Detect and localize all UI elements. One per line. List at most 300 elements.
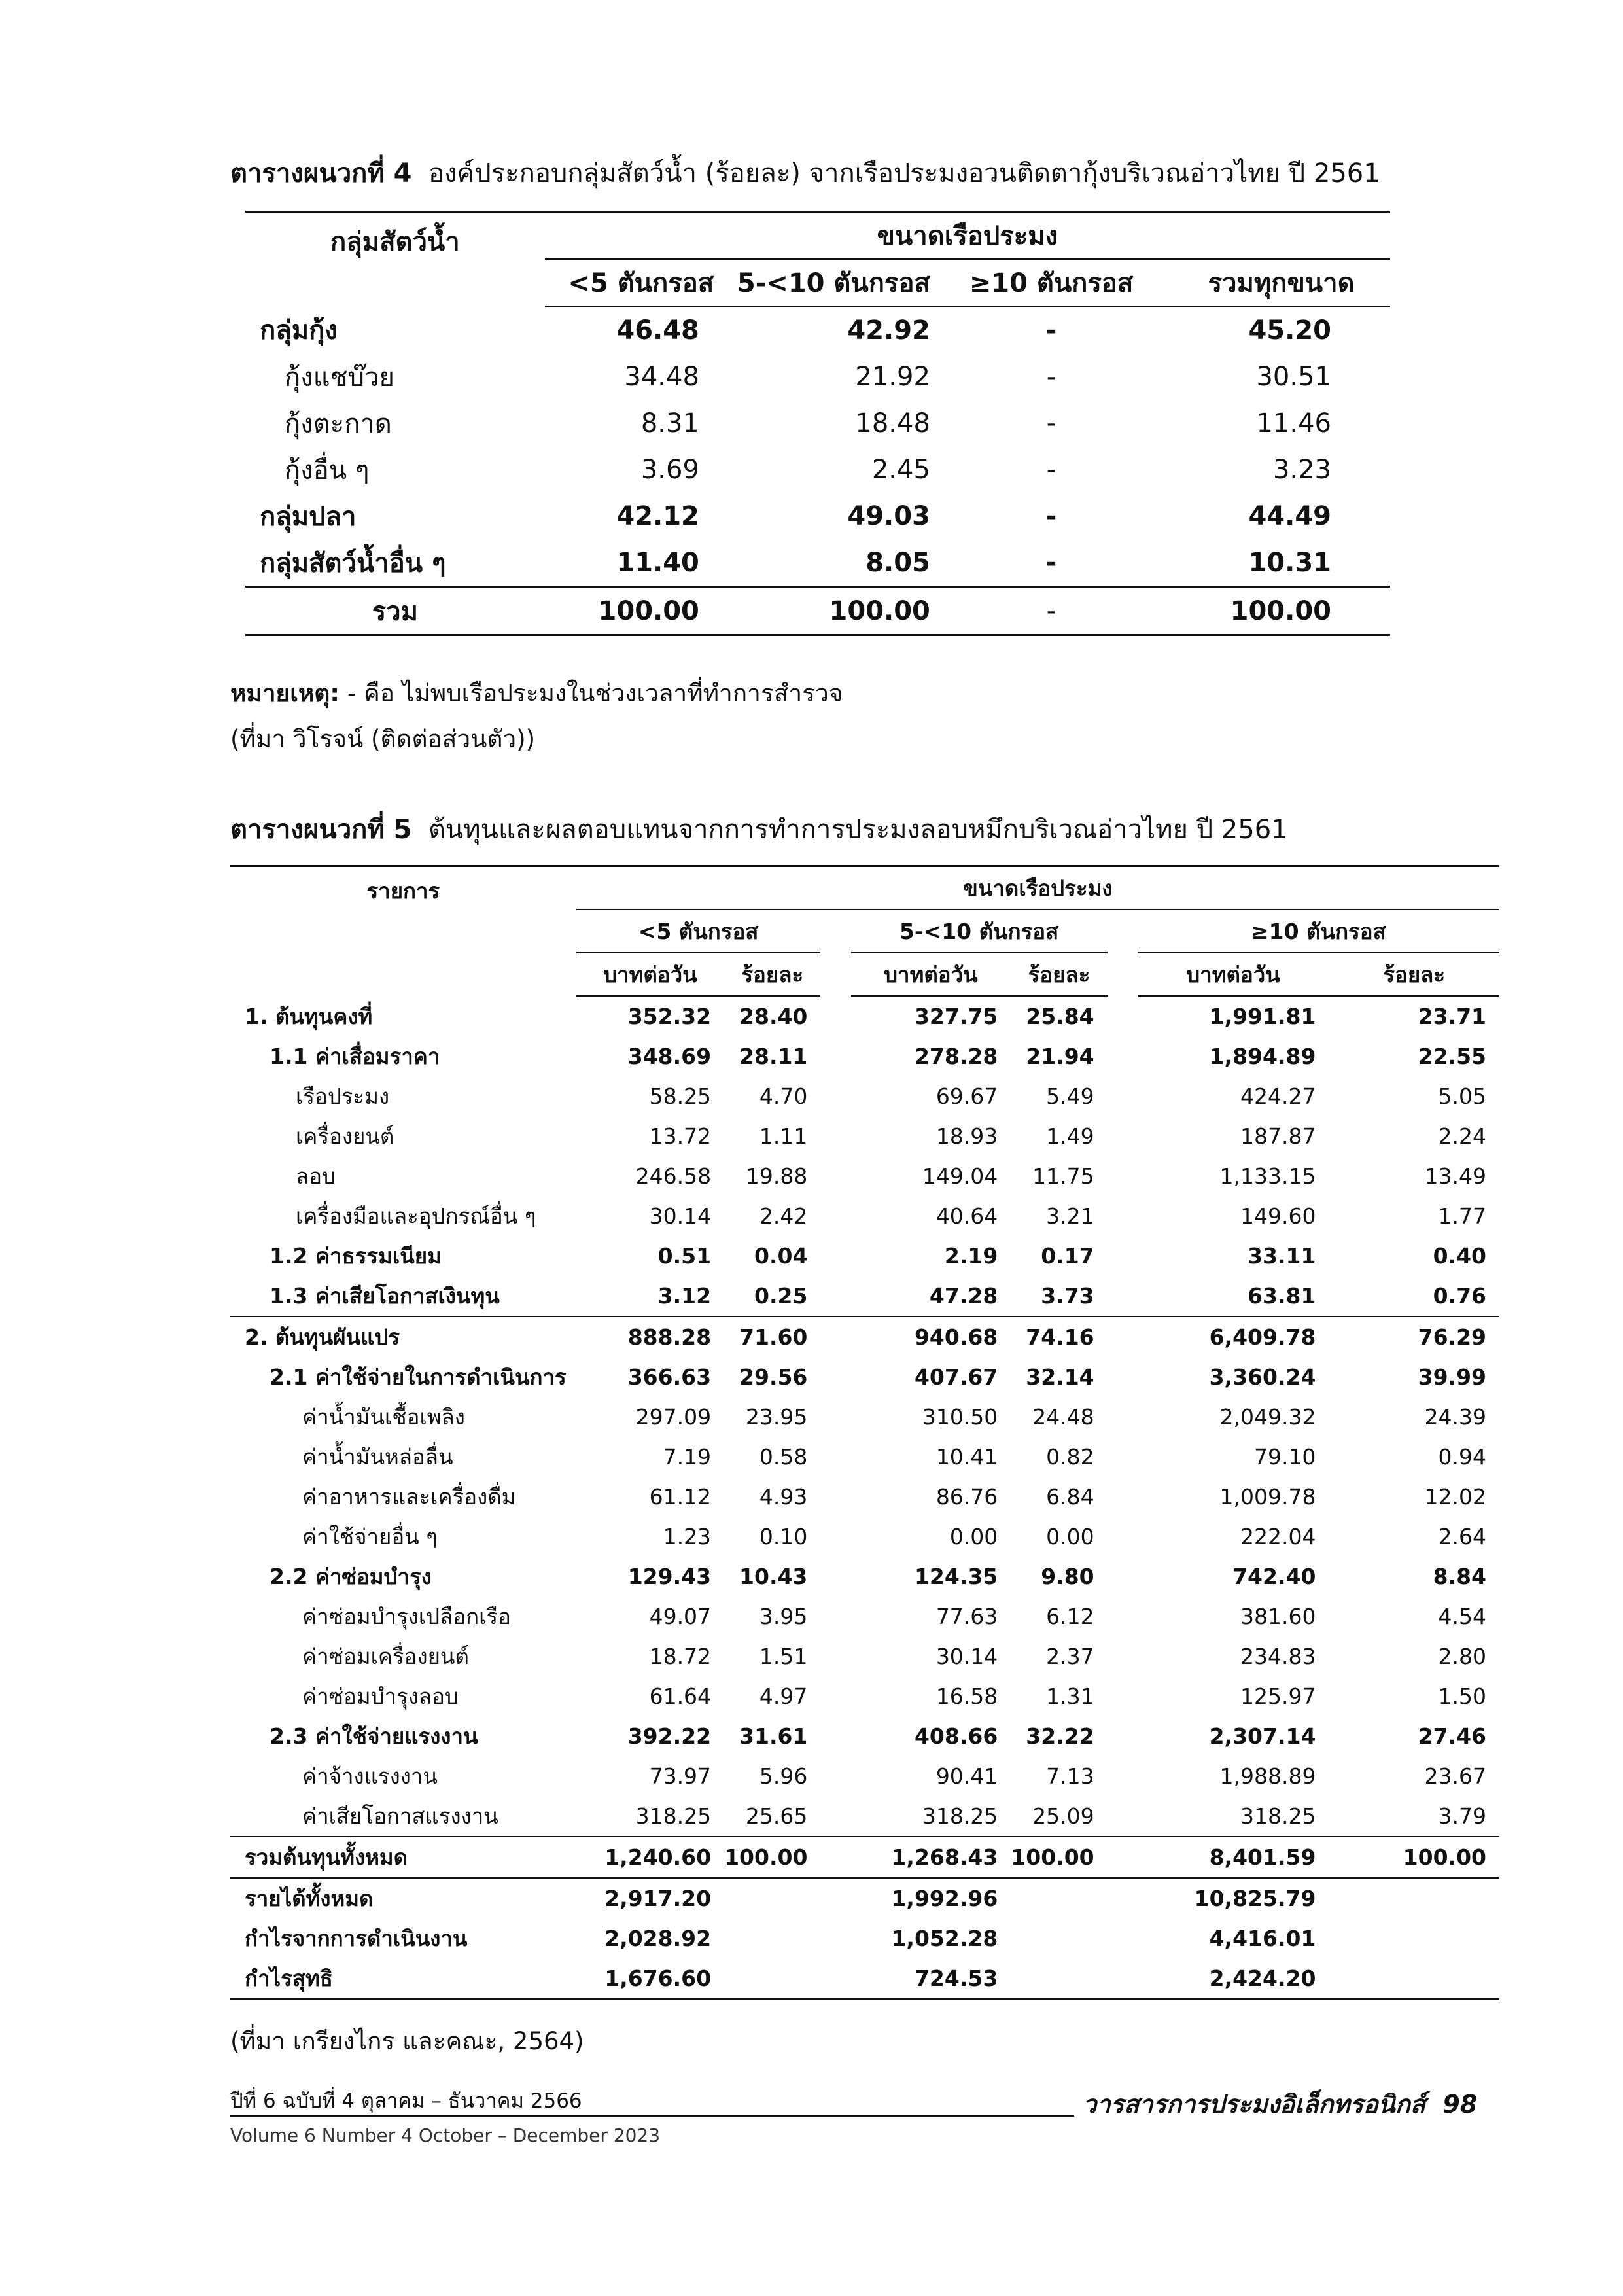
cell: 940.68 xyxy=(851,1316,1011,1357)
table5-group-header: ≥10 ตันกรอส xyxy=(1138,910,1499,953)
cell: 34.48 xyxy=(624,361,699,392)
cell: 49.03 xyxy=(847,501,930,531)
cell: 1,988.89 xyxy=(1219,1763,1316,1789)
row-label: 1.2 ค่าธรรมเนียม xyxy=(270,1243,442,1269)
journal-title: วารสารการประมงอิเล็กทรอนิกส์ xyxy=(1083,2090,1425,2119)
cell: - xyxy=(1046,361,1056,392)
table5-group-header: <5 ตันกรอส xyxy=(576,910,821,953)
cell: 6,409.78 xyxy=(1138,1316,1329,1357)
row-label: กุ้งแชบ๊วย xyxy=(285,362,394,393)
cell: 33.11 xyxy=(1248,1243,1316,1269)
spacer xyxy=(820,1796,850,1837)
spacer xyxy=(1108,1958,1138,2000)
cell: 4.70 xyxy=(759,1084,808,1109)
cell: 1,992.96 xyxy=(851,1878,1011,1918)
spacer xyxy=(820,1196,850,1236)
cell: 74.16 xyxy=(1011,1316,1107,1357)
cell: 16.58 xyxy=(935,1684,998,1709)
cell: 129.43 xyxy=(627,1564,712,1589)
spacer xyxy=(1108,1316,1138,1357)
cell xyxy=(1011,1878,1107,1918)
table-row xyxy=(230,1918,1499,1958)
cell: - xyxy=(930,587,1172,635)
col-header-baht: บาทต่อวัน xyxy=(576,953,724,996)
row-label: 1. ต้นทุนคงที่ xyxy=(245,1003,373,1029)
table-row xyxy=(230,1636,1499,1676)
cell: 86.76 xyxy=(935,1484,998,1510)
row-label: กุ้งอื่น ๆ xyxy=(285,455,370,486)
table-row xyxy=(230,1837,1499,1878)
spacer xyxy=(820,1437,850,1477)
cell: 10.43 xyxy=(739,1564,808,1589)
spacer xyxy=(820,1716,850,1756)
spacer xyxy=(1108,1636,1138,1676)
cell: 352.32 xyxy=(627,1004,712,1029)
cell: 222.04 xyxy=(1240,1524,1316,1549)
spacer xyxy=(1108,1236,1138,1276)
cell: 366.63 xyxy=(627,1364,712,1390)
cell: 8,401.59 xyxy=(1138,1837,1329,1878)
table5-source: (ที่มา เกรียงไกร และคณะ, 2564) xyxy=(230,2027,584,2055)
row-label: เรือประมง xyxy=(296,1084,390,1109)
row-label: ค่าน้ำมันหล่อลื่น xyxy=(302,1444,453,1470)
spacer xyxy=(820,1357,850,1397)
row-label: 1.3 ค่าเสียโอกาสเงินทุน xyxy=(270,1283,500,1309)
cell: 424.27 xyxy=(1240,1084,1316,1109)
cell: 32.14 xyxy=(1026,1364,1094,1390)
cell: 10.31 xyxy=(1248,547,1331,578)
row-label: กลุ่มกุ้ง xyxy=(260,315,338,345)
cell: 71.60 xyxy=(724,1316,820,1357)
spacer xyxy=(1108,1557,1138,1597)
cell xyxy=(1011,1958,1107,2000)
cell: 40.64 xyxy=(935,1203,998,1229)
cell: 22.55 xyxy=(1418,1044,1486,1069)
cell: 76.29 xyxy=(1329,1316,1499,1357)
cell: 13.72 xyxy=(649,1123,712,1149)
cell: 63.81 xyxy=(1248,1283,1316,1309)
cell xyxy=(1329,1918,1499,1958)
cell: 2,049.32 xyxy=(1219,1404,1316,1430)
row-label: ค่าจ้างแรงงาน xyxy=(302,1763,438,1789)
cell: 278.28 xyxy=(914,1044,998,1069)
row-label: รายได้ทั้งหมด xyxy=(230,1878,576,1918)
cell: 31.61 xyxy=(739,1723,808,1749)
spacer xyxy=(1108,1477,1138,1517)
cell: - xyxy=(1045,501,1057,531)
cell: - xyxy=(1046,454,1056,485)
row-label: รวมต้นทุนทั้งหมด xyxy=(230,1837,576,1878)
spacer xyxy=(820,1276,850,1316)
row-label: รวม xyxy=(245,587,545,635)
cell: 23.95 xyxy=(745,1404,808,1430)
row-label: กลุ่มสัตว์น้ำอื่น ๆ xyxy=(260,548,446,578)
spacer xyxy=(1108,1517,1138,1557)
cell: 28.40 xyxy=(739,1004,808,1029)
row-label: ค่าน้ำมันเชื้อเพลิง xyxy=(302,1404,465,1430)
table-row xyxy=(230,1316,1499,1357)
cell: 18.72 xyxy=(649,1644,712,1669)
cell: 348.69 xyxy=(627,1044,712,1069)
table-row xyxy=(245,446,1390,493)
table-row xyxy=(245,539,1390,587)
cell: 27.46 xyxy=(1418,1723,1486,1749)
spacer xyxy=(1108,1357,1138,1397)
cell: - xyxy=(1045,315,1057,345)
cell: 310.50 xyxy=(922,1404,998,1430)
table4-note xyxy=(230,674,843,713)
table-row xyxy=(230,1276,1499,1316)
cell xyxy=(1329,1958,1499,2000)
table5-caption xyxy=(230,808,1288,850)
cell: 2.64 xyxy=(1438,1524,1486,1549)
cell: 90.41 xyxy=(935,1763,998,1789)
cell: 44.49 xyxy=(1248,501,1331,531)
table4-col-header: ≥10 ตันกรอส xyxy=(930,259,1172,306)
spacer xyxy=(820,1958,850,2000)
cell: 6.12 xyxy=(1046,1604,1094,1629)
table4-caption-label: ตารางผนวกที่ 4 xyxy=(230,158,412,188)
cell: 12.02 xyxy=(1424,1484,1486,1510)
table4-caption xyxy=(230,152,1380,194)
spacer xyxy=(1108,1116,1138,1156)
note-text: - คือ ไม่พบเรือประมงในช่วงเวลาที่ทำการสำรวจ xyxy=(347,679,843,707)
table-row xyxy=(245,493,1390,539)
cell: 318.25 xyxy=(1240,1803,1316,1829)
cell: 100.00 xyxy=(1011,1837,1107,1878)
cell: 1,268.43 xyxy=(851,1837,1011,1878)
cell: 5.96 xyxy=(759,1763,808,1789)
cell: 1.51 xyxy=(759,1644,808,1669)
table5-group-header: 5-<10 ตันกรอส xyxy=(851,910,1108,953)
cell: 0.76 xyxy=(1433,1283,1486,1309)
cell: 1.77 xyxy=(1438,1203,1486,1229)
table-row xyxy=(230,1397,1499,1437)
spacer xyxy=(1108,1276,1138,1316)
row-label: กลุ่มปลา xyxy=(260,501,357,532)
cell: 2,307.14 xyxy=(1209,1723,1316,1749)
cell: 47.28 xyxy=(929,1283,998,1309)
row-label: เครื่องมือและอุปกรณ์อื่น ๆ xyxy=(296,1203,536,1229)
cell: 0.04 xyxy=(754,1243,808,1269)
cell: 25.09 xyxy=(1032,1803,1094,1829)
cell: 392.22 xyxy=(627,1723,712,1749)
table4 xyxy=(245,211,1390,636)
table-row xyxy=(245,306,1390,353)
page-number: 98 xyxy=(1442,2090,1478,2119)
cell: 13.49 xyxy=(1424,1163,1486,1189)
cell: 61.64 xyxy=(649,1684,712,1709)
table-row xyxy=(230,1437,1499,1477)
table-row xyxy=(245,400,1390,446)
spacer xyxy=(1108,1437,1138,1477)
cell: 407.67 xyxy=(914,1364,998,1390)
cell: 0.10 xyxy=(759,1524,808,1549)
cell: 3.73 xyxy=(1041,1283,1094,1309)
table4-header-group: กลุ่มสัตว์น้ำ xyxy=(245,212,545,307)
cell: - xyxy=(1046,408,1056,438)
cell: 8.05 xyxy=(865,547,930,578)
row-label: ลอบ xyxy=(296,1163,336,1189)
cell: 3.79 xyxy=(1438,1803,1486,1829)
col-header-pct: ร้อยละ xyxy=(724,953,820,996)
cell: 149.60 xyxy=(1240,1203,1316,1229)
cell: 297.09 xyxy=(635,1404,712,1430)
cell xyxy=(1011,1918,1107,1958)
cell: 28.11 xyxy=(739,1044,808,1069)
cell: 4.54 xyxy=(1438,1604,1486,1629)
row-label: ค่าใช้จ่ายอื่น ๆ xyxy=(302,1524,438,1549)
cell: 381.60 xyxy=(1240,1604,1316,1629)
table-row xyxy=(230,1236,1499,1276)
row-label: เครื่องยนต์ xyxy=(296,1123,394,1149)
note-label: หมายเหตุ: xyxy=(230,679,340,707)
cell: 327.75 xyxy=(914,1004,998,1029)
cell: 0.40 xyxy=(1433,1243,1486,1269)
cell: 2.37 xyxy=(1046,1644,1094,1669)
cell: 8.84 xyxy=(1433,1564,1486,1589)
cell: 1,894.89 xyxy=(1209,1044,1316,1069)
row-label: กำไรสุทธิ xyxy=(230,1958,576,2000)
table-row-total xyxy=(245,587,1390,635)
cell: 45.20 xyxy=(1248,315,1331,345)
cell: 3.12 xyxy=(657,1283,712,1309)
cell xyxy=(1329,1878,1499,1918)
cell: 0.82 xyxy=(1046,1444,1094,1470)
col-header-pct: ร้อยละ xyxy=(1329,953,1499,996)
cell: 19.88 xyxy=(745,1163,808,1189)
spacer xyxy=(1108,1716,1138,1756)
cell: 318.25 xyxy=(635,1803,712,1829)
spacer xyxy=(1108,1918,1138,1958)
spacer xyxy=(820,1918,850,1958)
cell xyxy=(724,1918,820,1958)
table-row xyxy=(230,1796,1499,1837)
cell: 3.23 xyxy=(1272,454,1331,485)
cell: 25.65 xyxy=(745,1803,808,1829)
cell: 234.83 xyxy=(1240,1644,1316,1669)
cell: 408.66 xyxy=(914,1723,998,1749)
spacer xyxy=(820,1156,850,1196)
cell: 2,028.92 xyxy=(604,1926,712,1951)
cell: 100.00 xyxy=(1172,587,1390,635)
table4-source: (ที่มา วิโรจน์ (ติดต่อส่วนตัว)) xyxy=(230,725,536,753)
cell: 11.46 xyxy=(1256,408,1331,438)
table-row xyxy=(230,1477,1499,1517)
cell: 100.00 xyxy=(1329,1837,1499,1878)
row-label: 1.1 ค่าเสื่อมราคา xyxy=(270,1044,440,1069)
cell: 0.00 xyxy=(949,1524,998,1549)
cell: 7.19 xyxy=(663,1444,712,1470)
cell: 61.12 xyxy=(649,1484,712,1510)
cell: 100.00 xyxy=(724,1837,820,1878)
table-row xyxy=(230,996,1499,1036)
cell: 46.48 xyxy=(616,315,699,345)
cell: 1,991.81 xyxy=(1209,1004,1316,1029)
spacer xyxy=(1108,1397,1138,1437)
spacer xyxy=(1108,1036,1138,1076)
cell: 39.99 xyxy=(1418,1364,1486,1390)
cell: 2,917.20 xyxy=(576,1878,724,1918)
spacer xyxy=(1108,1756,1138,1796)
cell: 100.00 xyxy=(545,587,737,635)
spacer xyxy=(820,996,850,1036)
spacer xyxy=(820,1076,850,1116)
table5 xyxy=(230,865,1499,2000)
cell: 2.42 xyxy=(759,1203,808,1229)
cell: 1.23 xyxy=(663,1524,712,1549)
spacer xyxy=(1108,1597,1138,1636)
table-row xyxy=(230,1756,1499,1796)
spacer xyxy=(1108,1676,1138,1716)
cell xyxy=(724,1878,820,1918)
cell: 1,009.78 xyxy=(1219,1484,1316,1510)
spacer xyxy=(820,1477,850,1517)
spacer xyxy=(1108,1878,1138,1918)
cell: 3.21 xyxy=(1046,1203,1094,1229)
cell: - xyxy=(1045,547,1057,578)
footer-issue-th: ปีที่ 6 ฉบับที่ 4 ตุลาคม – ธันวาคม 2566 xyxy=(230,2089,582,2113)
cell: 0.58 xyxy=(759,1444,808,1470)
cell: 2.24 xyxy=(1438,1123,1486,1149)
cell: 4.97 xyxy=(759,1684,808,1709)
cell: 2.19 xyxy=(944,1243,998,1269)
cell: 10,825.79 xyxy=(1138,1878,1329,1918)
cell xyxy=(724,1958,820,2000)
spacer xyxy=(820,1636,850,1676)
table5-body xyxy=(230,996,1499,2000)
cell: 0.25 xyxy=(754,1283,808,1309)
cell: 3,360.24 xyxy=(1209,1364,1316,1390)
row-label: ค่าอาหารและเครื่องดื่ม xyxy=(302,1484,516,1510)
footer-journal xyxy=(1083,2084,1477,2124)
table-row xyxy=(230,1557,1499,1597)
cell: 6.84 xyxy=(1046,1484,1094,1510)
cell: 888.28 xyxy=(576,1316,724,1357)
row-label: 2.3 ค่าใช้จ่ายแรงงาน xyxy=(270,1723,478,1749)
row-label: กุ้งตะกาด xyxy=(285,408,392,439)
cell: 2.45 xyxy=(871,454,930,485)
cell: 79.10 xyxy=(1253,1444,1316,1470)
cell: 42.12 xyxy=(616,501,699,531)
col-header-baht: บาทต่อวัน xyxy=(1138,953,1329,996)
cell: 32.22 xyxy=(1026,1723,1094,1749)
cell: 18.48 xyxy=(855,408,930,438)
row-label: 2.1 ค่าใช้จ่ายในการดำเนินการ xyxy=(270,1364,567,1390)
cell: 18.93 xyxy=(935,1123,998,1149)
row-label: กำไรจากการดำเนินงาน xyxy=(245,1926,468,1951)
cell: 3.69 xyxy=(640,454,699,485)
cell: 100.00 xyxy=(737,587,930,635)
cell: 2.80 xyxy=(1438,1644,1486,1669)
spacer xyxy=(1108,1076,1138,1116)
cell: 11.75 xyxy=(1032,1163,1094,1189)
spacer xyxy=(820,1397,850,1437)
cell: 24.48 xyxy=(1032,1404,1094,1430)
row-label: ค่าซ่อมบำรุงเปลือกเรือ xyxy=(302,1604,511,1629)
cell: 7.13 xyxy=(1046,1763,1094,1789)
cell: 124.35 xyxy=(914,1564,998,1589)
cell: 21.94 xyxy=(1026,1044,1094,1069)
cell: 21.92 xyxy=(855,361,930,392)
row-label: ค่าเสียโอกาสแรงงาน xyxy=(302,1803,498,1829)
row-label: ค่าซ่อมเครื่องยนต์ xyxy=(302,1644,469,1669)
cell: 1.11 xyxy=(759,1123,808,1149)
spacer xyxy=(1108,1196,1138,1236)
cell: 30.51 xyxy=(1256,361,1331,392)
spacer xyxy=(820,1597,850,1636)
spacer xyxy=(820,1756,850,1796)
footer-rule xyxy=(230,2115,1074,2117)
cell: 1.50 xyxy=(1438,1684,1486,1709)
spacer xyxy=(820,1557,850,1597)
table-row xyxy=(230,1676,1499,1716)
spacer xyxy=(820,1878,850,1918)
table-row xyxy=(230,1156,1499,1196)
table-row xyxy=(230,1716,1499,1756)
spacer xyxy=(1108,1796,1138,1837)
cell: 2,424.20 xyxy=(1138,1958,1329,2000)
cell: 0.94 xyxy=(1438,1444,1486,1470)
cell: 58.25 xyxy=(649,1084,712,1109)
cell: 29.56 xyxy=(739,1364,808,1390)
table-row xyxy=(230,1196,1499,1236)
row-label: ค่าซ่อมบำรุงลอบ xyxy=(302,1684,459,1709)
spacer xyxy=(1108,1156,1138,1196)
table4-header-row xyxy=(245,212,1390,260)
cell: 69.67 xyxy=(935,1084,998,1109)
row-label: 2. ต้นทุนผันแปร xyxy=(230,1316,576,1357)
table-row xyxy=(230,1958,1499,2000)
cell: 23.67 xyxy=(1424,1763,1486,1789)
row-label: 2.2 ค่าซ่อมบำรุง xyxy=(270,1564,432,1589)
cell: 187.87 xyxy=(1240,1123,1316,1149)
cell: 25.84 xyxy=(1026,1004,1094,1029)
cell: 0.17 xyxy=(1041,1243,1094,1269)
table5-header-size: ขนาดเรือประมง xyxy=(576,866,1499,910)
cell: 23.71 xyxy=(1418,1004,1486,1029)
cell: 11.40 xyxy=(616,547,699,578)
cell: 246.58 xyxy=(635,1163,712,1189)
table5-caption-label: ตารางผนวกที่ 5 xyxy=(230,815,412,845)
spacer xyxy=(820,1837,850,1878)
cell: 1,240.60 xyxy=(576,1837,724,1878)
table4-header-size: ขนาดเรือประมง xyxy=(545,212,1390,260)
table-row xyxy=(230,1517,1499,1557)
cell: 77.63 xyxy=(935,1604,998,1629)
col-header-pct: ร้อยละ xyxy=(1011,953,1107,996)
spacer xyxy=(820,1116,850,1156)
cell: 0.51 xyxy=(657,1243,712,1269)
table4-col-header: รวมทุกขนาด xyxy=(1172,259,1390,306)
cell: 5.49 xyxy=(1046,1084,1094,1109)
spacer xyxy=(820,1676,850,1716)
cell: 1,052.28 xyxy=(891,1926,998,1951)
cell: 1,133.15 xyxy=(1219,1163,1316,1189)
cell: 49.07 xyxy=(649,1604,712,1629)
cell: 1.31 xyxy=(1046,1684,1094,1709)
table-row xyxy=(230,1076,1499,1116)
table-row xyxy=(230,1036,1499,1076)
cell: 318.25 xyxy=(922,1803,998,1829)
spacer xyxy=(820,1036,850,1076)
cell: 724.53 xyxy=(851,1958,1011,2000)
cell: 30.14 xyxy=(649,1203,712,1229)
table-row xyxy=(230,1116,1499,1156)
cell: 4,416.01 xyxy=(1209,1926,1316,1951)
table-row xyxy=(230,1597,1499,1636)
cell: 742.40 xyxy=(1232,1564,1316,1589)
